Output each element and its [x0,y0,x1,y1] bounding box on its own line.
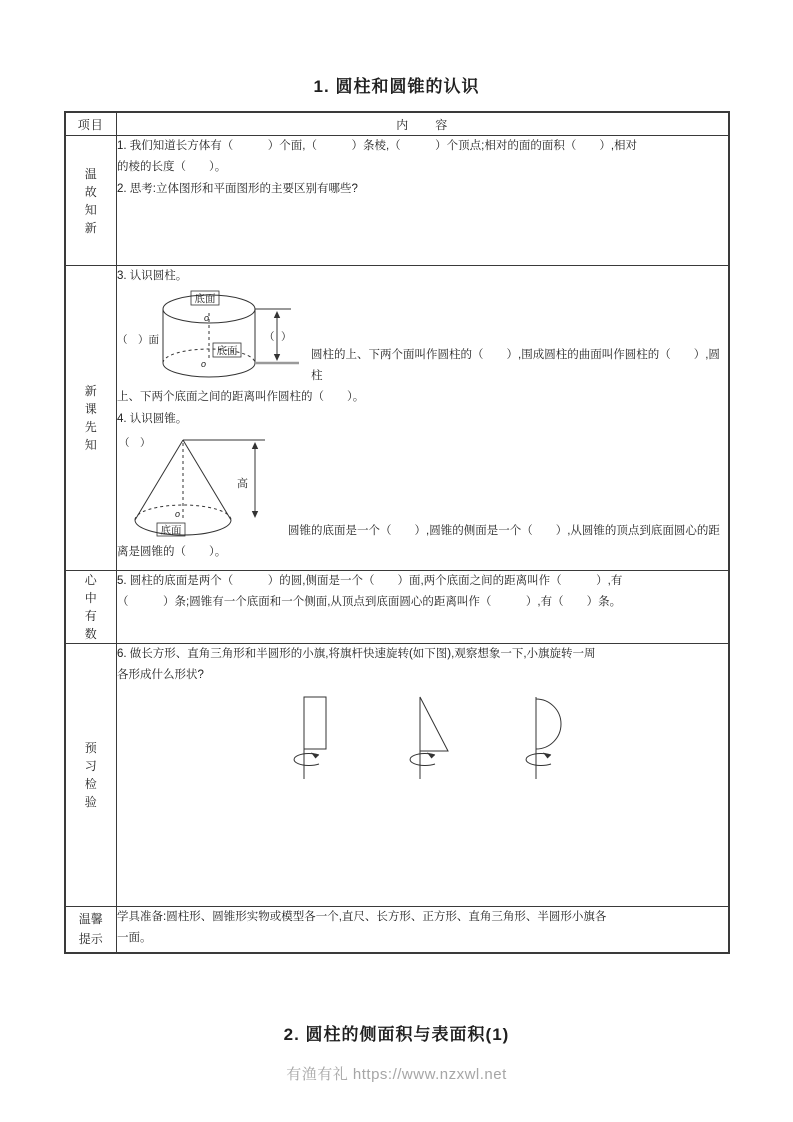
q3-text-beside: 圆柱的上、下两个面叫作圆柱的（ ）,围成圆柱的曲面叫作圆柱的（ ）,圆柱 [311,348,720,382]
q6-line1: 6. 做长方形、直角三角形和半圆形的小旗,将旗杆快速旋转(如下图),观察想象一下,小旗旋转一周 [117,648,596,660]
row-label-tips: 温馨提示 [65,907,117,953]
rectangle-flag-icon [274,693,338,783]
cylinder-diagram-icon [117,287,305,387]
cylinder-bottom-face-label: 底面 [216,345,238,358]
page-title: 1. 圆柱和圆锥的认识 [313,77,480,96]
cylinder-top-center-o: o [204,313,210,324]
next-section-title: 2. 圆柱的侧面积与表面积(1) [283,1024,510,1044]
row-content-preview-check [117,644,729,907]
row-label-review: 温故知新 [65,136,117,266]
row-content-new-lesson [117,266,729,571]
q3-title: 3. 认识圆柱。 [117,270,188,282]
cylinder-side-label: （ ）面 [117,334,159,347]
review-q1-line1: 1. 我们知道长方体有（ ）个面,（ ）条棱,（ ）个顶点;相对的面的面积（ ）,相对 [117,140,638,152]
q4-title: 4. 认识圆锥。 [117,412,188,425]
cylinder-top-face-label: 底面 [194,293,216,306]
cone-diagram-icon [117,430,282,542]
row-label-in-mind: 心中有数 [65,571,117,644]
q5-line1: 5. 圆柱的底面是两个（ ）的圆,侧面是一个（ ）面,两个底面之间的距离叫作（ ）,有 [117,575,623,587]
review-q1-line2: 的棱的长度（ ）。 [117,161,227,174]
cone-height-label: 高 [237,477,248,490]
right-triangle-flag-icon [390,693,454,783]
cylinder-height-label-open: （ [264,331,275,344]
tips-line1: 学具准备:圆柱形、圆锥形实物或模型各一个,直尺、长方形、正方形、直角三角形、半圆形小旗各 [117,911,607,923]
header-content: 内 容 [117,112,729,136]
cone-center-o: o [175,508,181,519]
q4-text-below: 离是圆锥的（ ）。 [117,545,227,558]
rotating-flags-figure [117,693,728,783]
worksheet-table [64,111,730,954]
review-q2: 2. 思考:立体图形和平面图形的主要区别有哪些? [117,182,358,195]
cone-vertex-label: （ ） [119,436,151,449]
q6-line2: 各形成什么形状? [117,669,204,682]
row-label-preview-check: 预习检验 [65,644,117,907]
tips-line2: 一面。 [117,932,152,945]
cone-base-label: 底面 [160,524,182,537]
cylinder-bottom-center-o: o [201,359,207,370]
row-label-new-lesson: 新课先知 [65,266,117,571]
q3-text-below: 上、下两个底面之间的距离叫作圆柱的（ ）。 [117,391,365,404]
site-watermark: 有渔有礼 https://www.nzxwl.net [286,1065,507,1083]
row-content-tips [117,907,729,953]
cylinder-height-label-close: ） [281,331,292,344]
row-content-review [117,136,729,266]
row-content-in-mind [117,571,729,644]
q5-line2: （ ）条;圆锥有一个底面和一个侧面,从顶点到底面圆心的距离叫作（ ）,有（ ）条。 [117,596,622,609]
header-item: 项目 [65,112,117,136]
semicircle-flag-icon [506,693,570,783]
q4-text-beside: 圆锥的底面是一个（ ）,圆锥的侧面是一个（ ）,从圆锥的顶点到底面圆心的距 [288,524,720,537]
